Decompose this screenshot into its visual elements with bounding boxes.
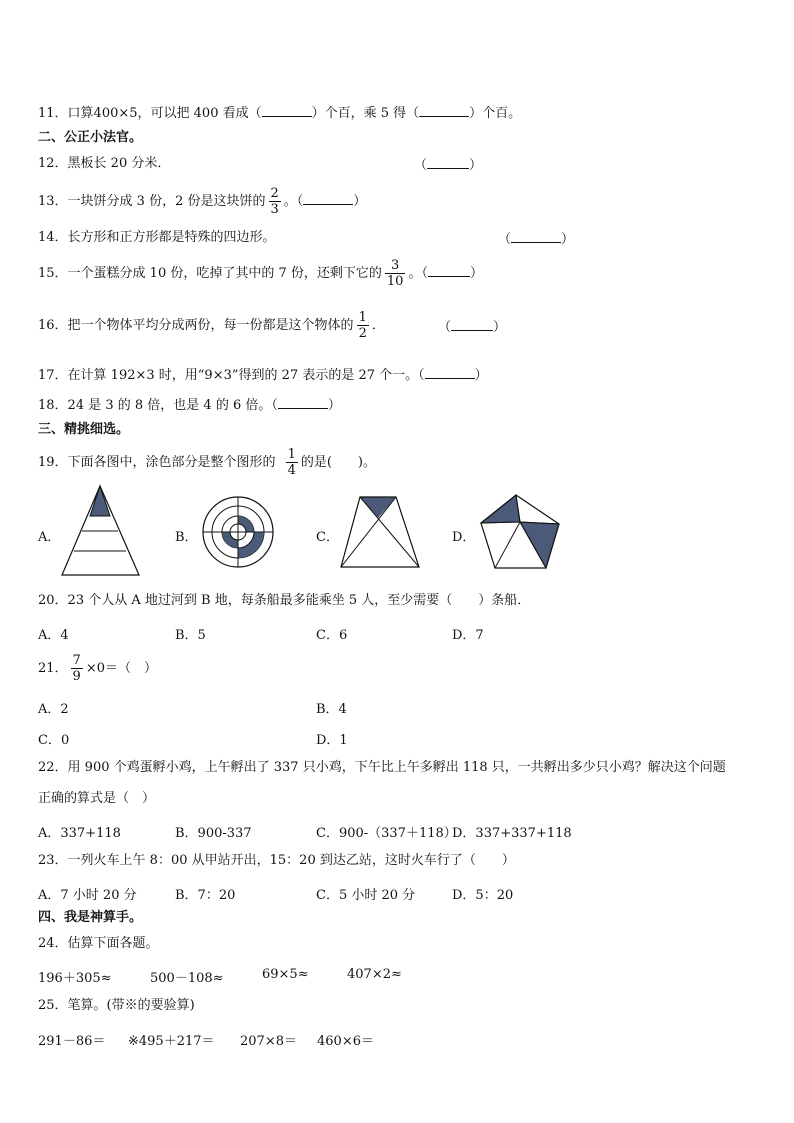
estimate-item: 407×2≈	[347, 967, 402, 982]
question-number: 25．	[38, 998, 68, 1013]
denominator: 4	[287, 463, 296, 478]
paren-close: ）	[469, 158, 483, 173]
fraction	[71, 653, 83, 684]
calc-item: 207×8＝	[240, 1034, 297, 1049]
answer-blank[interactable]	[427, 156, 469, 169]
question-number: 24．	[38, 936, 68, 951]
numerator: 3	[385, 258, 406, 274]
option-d[interactable]: D．5：20	[452, 888, 514, 903]
question-text: 长方形和正方形都是特殊的四边形。	[67, 230, 276, 245]
question-text: 用 900 个鸡蛋孵小鸡，上午孵出了 337 只小鸡，下午比上午多孵出 118 只，一共孵出多少只小鸡？解决这个问题	[67, 760, 726, 775]
option-b[interactable]: B．4	[316, 702, 347, 717]
question-number: 17．	[38, 368, 68, 383]
question-number: 15．	[38, 266, 68, 281]
option-c-label[interactable]: C．	[316, 530, 339, 545]
question-text: 一个蛋糕分成 10 份，吃掉了其中的 7 份，还剩下它的	[67, 266, 382, 281]
question-text: 。（	[283, 194, 304, 209]
calc-item: 460×6＝	[317, 1034, 374, 1049]
paren-close: ）	[327, 398, 341, 413]
question-text: 的是( )。	[300, 455, 376, 470]
answer-blank[interactable]	[451, 318, 493, 331]
question-text: 估算下面各题。	[67, 936, 159, 951]
question-22	[38, 760, 726, 776]
estimate-item: 69×5≈	[262, 967, 309, 982]
answer-blank[interactable]	[262, 104, 312, 117]
option-a[interactable]: A．337+118	[38, 826, 121, 841]
section-4-heading: 四、我是神算手。	[38, 910, 143, 925]
section-3-heading: 三、精挑细选。	[38, 422, 130, 437]
question-text: 一列火车上午 8：00 从甲站开出，15：20 到达乙站，这时火车行了（ ）	[67, 853, 515, 868]
question-15	[38, 258, 483, 289]
question-text: ）个百，乘 5 得（	[311, 106, 420, 121]
figure-a-triangle	[60, 484, 142, 578]
answer-blank[interactable]	[511, 230, 561, 243]
question-24	[38, 936, 159, 952]
paren-close: ）	[561, 232, 575, 247]
option-c[interactable]: C．5 小时 20 分	[316, 888, 416, 903]
answer-paren	[438, 318, 506, 336]
answer-blank[interactable]	[303, 192, 353, 205]
option-b[interactable]: B．5	[175, 628, 206, 643]
question-text: ）个百。	[469, 106, 522, 121]
question-number: 13．	[38, 194, 68, 209]
question-16	[38, 310, 385, 341]
fraction	[286, 447, 298, 478]
question-20	[38, 593, 530, 609]
option-b[interactable]: B．7：20	[175, 888, 236, 903]
fraction	[385, 258, 406, 289]
question-number: 22．	[38, 760, 68, 775]
question-text: 24 是 3 的 8 倍，也是 4 的 6 倍。（	[67, 398, 278, 413]
paren-open: （	[414, 158, 428, 173]
option-a[interactable]: A．4	[38, 628, 69, 643]
figure-b-circles	[200, 494, 276, 570]
question-text: 黑板长 20 分米．	[67, 156, 171, 171]
paren-close: ）	[469, 266, 483, 281]
question-14	[38, 230, 276, 246]
question-text: ×0＝（ ）	[85, 661, 157, 676]
option-d-label[interactable]: D．	[452, 530, 476, 545]
answer-blank[interactable]	[428, 264, 470, 277]
option-d[interactable]: D．337+337+118	[452, 826, 572, 841]
numerator: 2	[270, 186, 279, 201]
numerator: 1	[287, 447, 296, 462]
answer-blank[interactable]	[425, 366, 475, 379]
option-a-label[interactable]: A．	[38, 530, 61, 545]
paren-open: （	[498, 232, 512, 247]
question-23	[38, 853, 515, 869]
question-17	[38, 366, 488, 384]
question-18	[38, 396, 341, 414]
question-text: 在计算 192×3 时，用“9×3”得到的 27 表示的是 27 个一。（	[67, 368, 425, 383]
question-number: 14．	[38, 230, 68, 245]
question-text: 一块饼分成 3 份，2 份是这块饼的	[67, 194, 266, 209]
option-a[interactable]: A．2	[38, 702, 69, 717]
question-21	[38, 652, 157, 686]
section-2-heading: 二、公正小法官。	[38, 130, 143, 145]
question-number: 23．	[38, 853, 68, 868]
question-19	[38, 446, 376, 480]
option-a[interactable]: A．7 小时 20 分	[38, 888, 137, 903]
fraction	[357, 310, 369, 341]
calc-item: 291－86＝	[38, 1034, 106, 1049]
paren-close: ）	[353, 194, 367, 209]
question-number: 19．	[38, 455, 68, 470]
option-b[interactable]: B．900-337	[175, 826, 252, 841]
option-c[interactable]: C．0	[38, 733, 70, 748]
question-text: 笔算。(带※的要验算)	[67, 998, 195, 1013]
question-text: 把一个物体平均分成两份，每一份都是这个物体的	[67, 318, 354, 333]
question-12	[38, 156, 170, 172]
answer-blank[interactable]	[278, 396, 328, 409]
question-text: 口算400×5，可以把 400 看成（	[67, 106, 262, 121]
question-number: 20．	[38, 593, 68, 608]
question-text: 下面各图中，涂色部分是整个图形的	[67, 455, 276, 470]
denominator: 10	[386, 274, 404, 289]
estimate-item: 500－108≈	[150, 971, 224, 986]
question-number: 12．	[38, 156, 68, 171]
question-text: 。（	[408, 266, 428, 281]
question-25	[38, 998, 195, 1014]
paren-close: ）	[493, 320, 507, 335]
question-11	[38, 104, 521, 122]
question-number: 21．	[38, 661, 68, 676]
answer-paren	[498, 230, 574, 248]
question-number: 16．	[38, 318, 68, 333]
answer-paren	[414, 156, 482, 174]
question-text: ．	[371, 318, 385, 333]
option-b-label[interactable]: B．	[175, 530, 198, 545]
denominator: 3	[270, 202, 279, 217]
figure-d-pentagon	[478, 492, 562, 572]
question-number: 11．	[38, 106, 68, 121]
fraction	[269, 186, 281, 217]
option-d[interactable]: D．7	[452, 628, 484, 643]
question-number: 18．	[38, 398, 68, 413]
question-text: 23 个人从 A 地过河到 B 地，每条船最多能乘坐 5 人，至少需要（ ）条船．	[67, 593, 531, 608]
calc-item: ※495＋217＝	[128, 1034, 215, 1049]
figure-c-trapezoid	[338, 494, 422, 570]
paren-close: ）	[474, 368, 488, 383]
option-d[interactable]: D．1	[316, 733, 348, 748]
question-13	[38, 186, 366, 217]
paren-open: （	[438, 320, 452, 335]
numerator: 1	[358, 310, 367, 325]
option-c[interactable]: C．6	[316, 628, 348, 643]
denominator: 2	[358, 326, 367, 341]
option-c[interactable]: C．900-（337＋118）	[316, 826, 457, 841]
answer-blank[interactable]	[419, 104, 469, 117]
numerator: 7	[72, 653, 81, 668]
estimate-item: 196＋305≈	[38, 971, 112, 986]
question-22-line-2: 正确的算式是（ ）	[38, 791, 156, 806]
denominator: 9	[72, 669, 81, 684]
